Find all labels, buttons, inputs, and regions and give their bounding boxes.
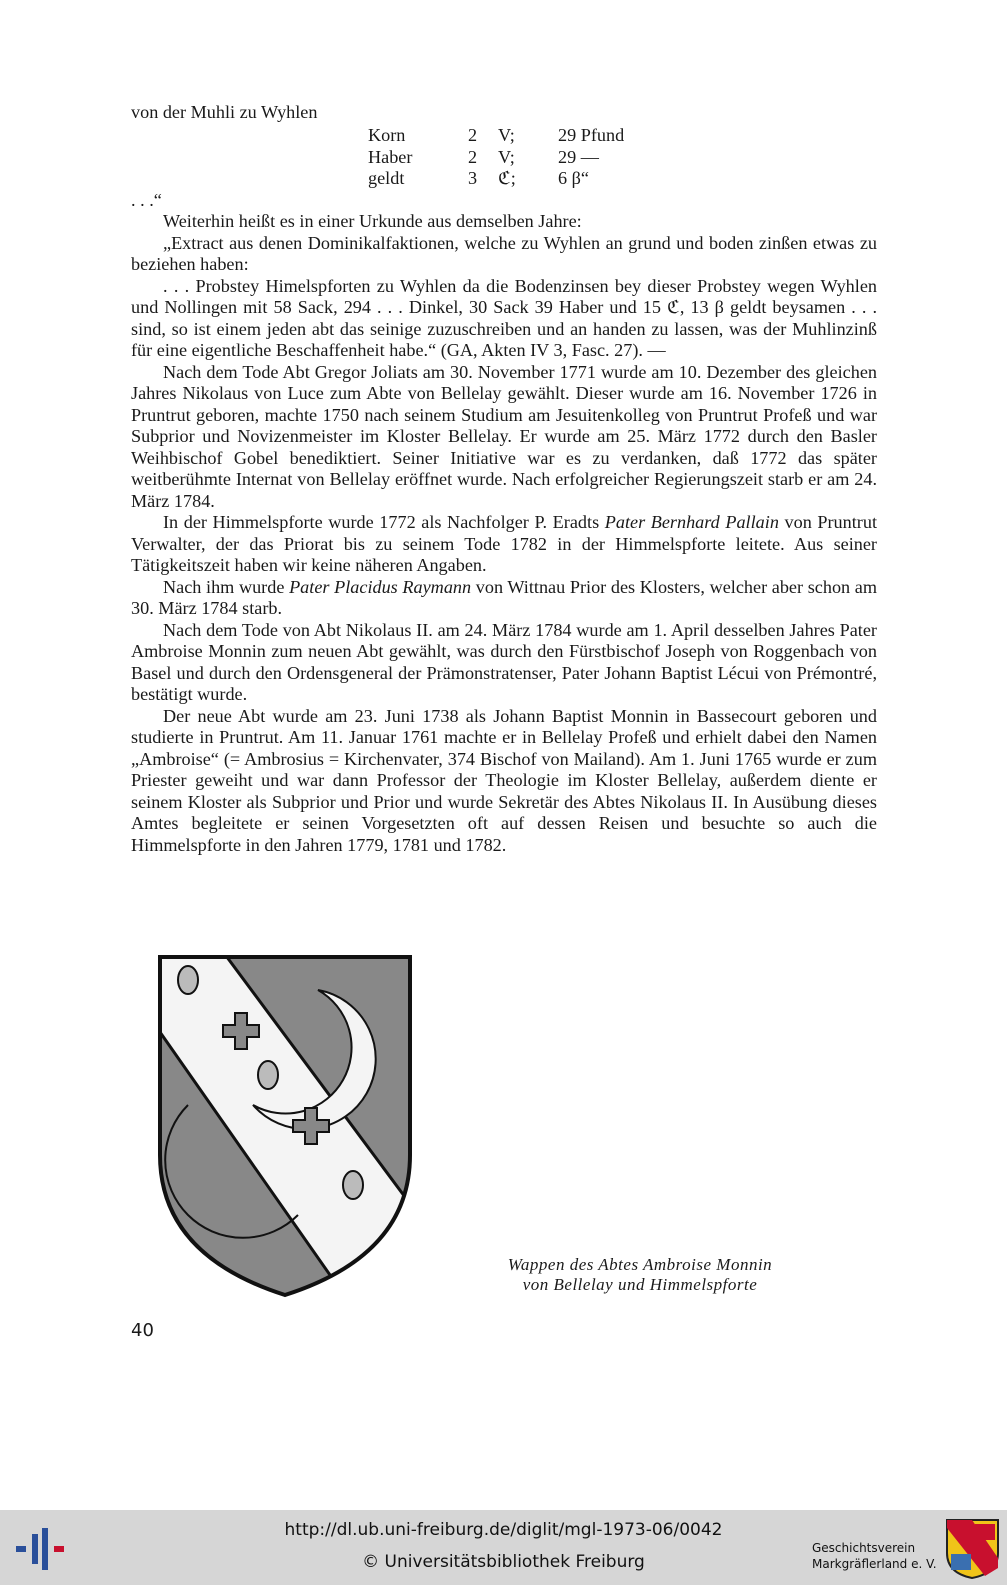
society-name: Geschichtsverein Markgräflerland e. V.	[812, 1541, 937, 1571]
paragraph-placidus: Nach ihm wurde Pater Placidus Raymann von Wittnau Prior des Klosters, welcher aber schon am 30. März 1784 starb.	[131, 576, 878, 618]
copyright-text: © Universitätsbibliothek Freiburg	[362, 1552, 645, 1572]
table-row: Korn 2 V; 29 Pfund	[368, 125, 625, 145]
header-line: von der Muhli zu Wyhlen	[131, 102, 318, 122]
person-name: Pater Bernhard Pallain	[604, 512, 779, 532]
paragraph: Nach dem Tode Abt Gregor Joliats am 30. November 1771 wurde am 10. Dezember des gleichen Jahres Nikolaus von Luce zum Abte von Bellelay gewählt. Dieser wurde am 16. November 1726 in Pruntrut geboren, machte 1750 nach seinem Studium am Jesuitenkolleg von Pruntrut Profeß und war Subprior und Novizenmeister im Kloster Bellelay. Er wurde am 25. März 1772 durch den Basler Weihbischof Gobel benediktiert. Seiner Initiative war es zu verdanken, daß 1772 das später weitberühmte Internat von Bellelay eröffnet wurde. Nach erfolgreicher Regierungszeit starb er am 24. März 1784.	[131, 361, 877, 511]
paragraph-bernhard: In der Himmelspforte wurde 1772 als Nachfolger P. Eradts Pater Bernhard Pallain von Pruntrut Verwalter, der das Priorat bis zu seinem Tode 1782 in der Himmelspforte leitete. Aus seiner Tätigkeitszeit haben wir keine näheren Angaben.	[131, 512, 877, 575]
person-name: Pater Placidus Raymann	[289, 576, 472, 597]
document-url-link[interactable]: http://dl.ub.uni-freiburg.de/diglit/mgl-1973-06/0042	[284, 1520, 723, 1540]
paragraph: „Extract aus denen Dominikalfaktionen, welche zu Wyhlen an grund und boden zinßen etwas zu beziehen haben:	[131, 232, 877, 274]
body-text	[131, 211, 877, 856]
page-number: 40	[131, 1320, 154, 1341]
society-crest-icon	[945, 1518, 1000, 1580]
paragraph: . . . Probstey Himelspforten zu Wyhlen da die Bodenzinsen bey dieser Probstey wegen Wyhlen und Nollingen mit 58 Sack, 294 . . . Dinkel, 30 Sack 39 Haber und 15 ℭ, 13 β geldt beysamen . . . sind, so ist einem jeden abt das seinige zuzuschreiben und an handen zu lassen, was der Muhlinzinß für eine eigentliche Beschaffenheit habe.“ (GA, Akten IV 3, Fasc. 27). —	[131, 275, 877, 360]
footer-bar	[0, 1510, 1007, 1585]
figure-caption: Wappen des Abtes Ambroise Monnin von Bellelay und Himmelspforte	[507, 1255, 773, 1294]
table-row: geldt 3 ℭ; 6 β“	[368, 168, 589, 188]
paragraph: Der neue Abt wurde am 23. Juni 1738 als Johann Baptist Monnin in Bassecourt geboren und studierte in Pruntrut. Am 11. Januar 1761 machte er in Bellelay Profeß und erhielt dabei den Namen „Ambroise“ (= Ambrosius = Kirchenvater, 374 Bischof von Mailand). Am 1. Juni 1765 wurde er zum Priester geweiht und war dann Professor der Theologie im Kloster Bellelay, außerdem diente er seinem Kloster als Subprior und Prior und wurde Sekretär des Abtes Nikolaus II. In Ausübung dieses Amtes begleitete er seinen Vorgesetzten oft auf dessen Reisen und besuchte so auch die Himmelspforte in den Jahren 1779, 1781 und 1782.	[131, 705, 877, 855]
table-row: Haber 2 V; 29 —	[368, 146, 599, 167]
tax-table	[368, 125, 624, 190]
paragraph: Weiterhin heißt es in einer Urkunde aus demselben Jahre:	[163, 211, 582, 231]
coat-of-arms-image	[158, 955, 412, 1300]
ellipsis-line: . . .“	[131, 190, 162, 210]
paragraph: Nach dem Tode von Abt Nikolaus II. am 24. März 1784 wurde am 1. April desselben Jahres Pater Ambroise Monnin zum neuen Abt gewählt, was durch den Fürstbischof Joseph von Roggenbach von Basel und durch den Ordensgeneral der Prämonstratenser, Pater Johann Baptist Lécui von Prémontré, bestätigt wurde.	[131, 619, 877, 704]
